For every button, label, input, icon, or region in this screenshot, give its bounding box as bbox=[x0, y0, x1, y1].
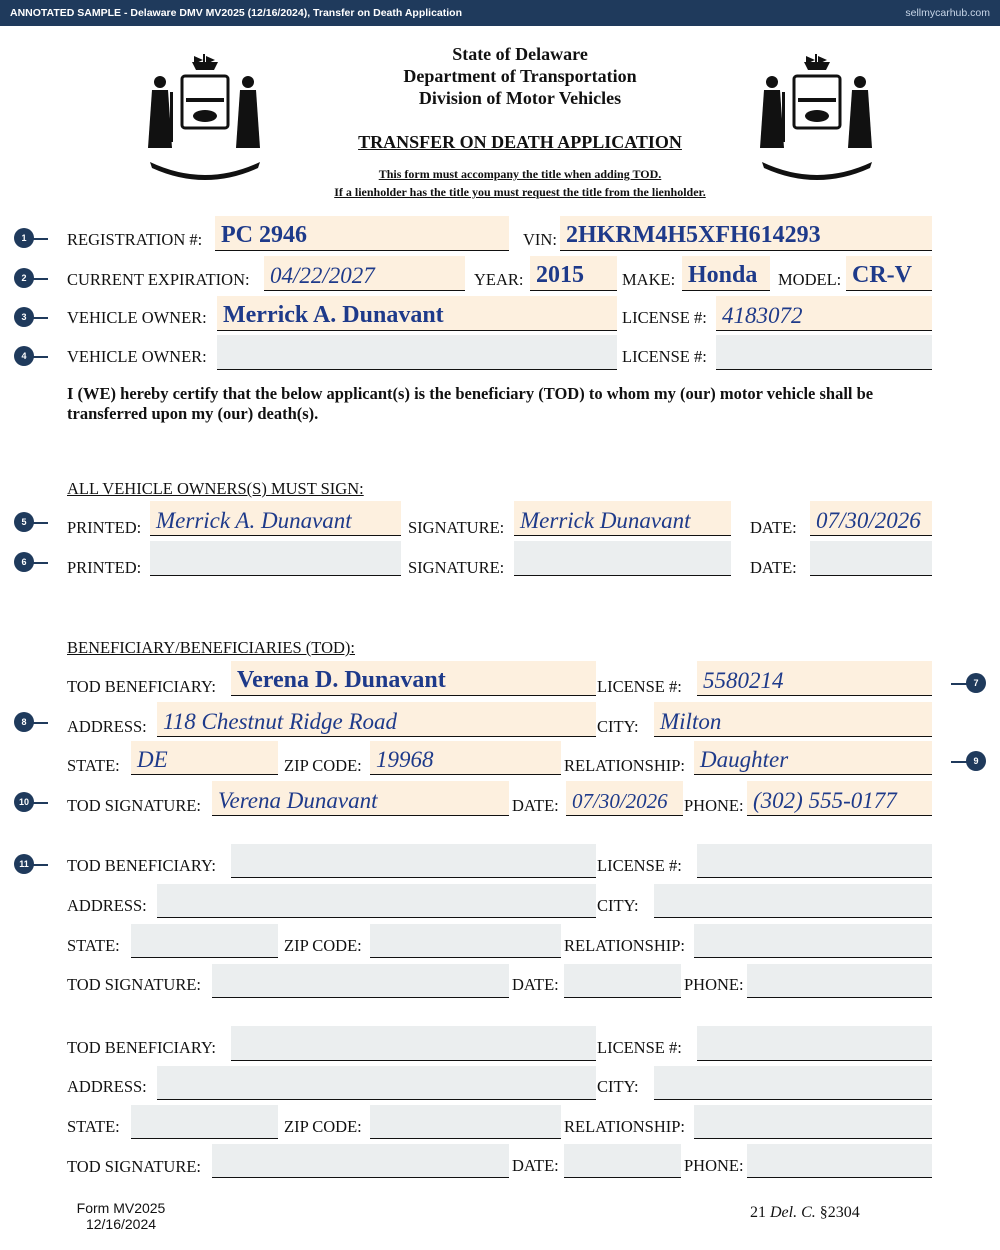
state-1-field[interactable] bbox=[131, 741, 278, 775]
tod-signature-1-value: Verena Dunavant bbox=[218, 788, 378, 813]
annotation-badge-4: 4 bbox=[14, 346, 34, 366]
delaware-seal-left bbox=[140, 52, 270, 182]
state-3-field[interactable] bbox=[131, 1105, 278, 1139]
relationship-2-label: RELATIONSHIP: bbox=[564, 936, 686, 955]
owner-1-license-label: LICENSE #: bbox=[622, 308, 707, 327]
annotation-badge-7: 7 bbox=[966, 673, 986, 693]
tod-signature-1-label: TOD SIGNATURE: bbox=[67, 796, 201, 815]
city-1-value: Milton bbox=[660, 709, 722, 734]
zip-1-value: 19968 bbox=[376, 747, 434, 772]
vehicle-owner-1-field[interactable] bbox=[217, 296, 617, 331]
statute-code: Del. C. bbox=[770, 1204, 816, 1221]
badge-connector bbox=[32, 356, 48, 358]
date-1-field[interactable] bbox=[810, 501, 932, 536]
date-2-field[interactable] bbox=[810, 541, 932, 576]
model-value: CR-V bbox=[852, 262, 912, 288]
phone-2-field[interactable] bbox=[747, 964, 932, 998]
header-department: Department of Transportation bbox=[403, 66, 637, 86]
annotation-badge-3: 3 bbox=[14, 307, 34, 327]
vehicle-owner-2-label: VEHICLE OWNER: bbox=[67, 347, 207, 366]
badge-connector bbox=[32, 864, 48, 866]
vehicle-owner-1-value: Merrick A. Dunavant bbox=[223, 302, 444, 328]
vin-label: VIN: bbox=[523, 230, 557, 249]
annotation-badge-1: 1 bbox=[14, 228, 34, 248]
form-revision-date: 12/16/2024 bbox=[85, 1216, 157, 1232]
registration-value: PC 2946 bbox=[221, 222, 307, 248]
state-1-label: STATE: bbox=[67, 756, 120, 775]
beneficiary-1-license-value: 5580214 bbox=[703, 668, 784, 693]
statute-citation bbox=[750, 1204, 860, 1222]
city-3-label: CITY: bbox=[597, 1077, 639, 1096]
city-1-label: CITY: bbox=[597, 717, 639, 736]
state-3-label: STATE: bbox=[67, 1117, 120, 1136]
annotation-banner bbox=[0, 0, 1000, 26]
date-1-label: DATE: bbox=[750, 518, 797, 537]
state-2-field[interactable] bbox=[131, 924, 278, 958]
vin-field[interactable] bbox=[560, 216, 932, 251]
year-field[interactable] bbox=[530, 256, 617, 291]
address-2-field[interactable] bbox=[157, 884, 596, 918]
delaware-seal-right bbox=[752, 52, 882, 182]
vin-value: 2HKRM4H5XFH614293 bbox=[566, 222, 821, 248]
annotation-badge-5: 5 bbox=[14, 512, 34, 532]
owner-2-license-field[interactable] bbox=[716, 335, 932, 370]
vehicle-owner-2-field[interactable] bbox=[217, 335, 617, 370]
city-1-field[interactable] bbox=[654, 702, 932, 737]
date-2-label: DATE: bbox=[750, 558, 797, 577]
address-2-label: ADDRESS: bbox=[67, 896, 147, 915]
relationship-3-field[interactable] bbox=[694, 1105, 932, 1139]
relationship-1-field[interactable] bbox=[694, 741, 932, 775]
tod-beneficiary-3-label: TOD BENEFICIARY: bbox=[67, 1038, 216, 1057]
badge-connector bbox=[32, 238, 48, 240]
tod-date-2-field[interactable] bbox=[564, 964, 681, 998]
badge-connector bbox=[32, 562, 48, 564]
tod-date-1-value: 07/30/2026 bbox=[572, 789, 668, 813]
address-1-label: ADDRESS: bbox=[67, 717, 147, 736]
banner-site-link[interactable]: sellmycarhub.com bbox=[905, 7, 990, 19]
tod-beneficiary-2-label: TOD BENEFICIARY: bbox=[67, 856, 216, 875]
make-field[interactable] bbox=[682, 256, 770, 291]
city-3-field[interactable] bbox=[654, 1066, 932, 1100]
year-label: YEAR: bbox=[474, 270, 524, 289]
header-division: Division of Motor Vehicles bbox=[418, 88, 622, 108]
owner-1-license-field[interactable] bbox=[716, 296, 932, 331]
beneficiaries-heading: BENEFICIARY/BENEFICIARIES (TOD): bbox=[67, 638, 355, 657]
form-number: Form MV2025 bbox=[76, 1200, 166, 1216]
tod-date-1-field[interactable] bbox=[566, 781, 683, 816]
badge-connector bbox=[32, 317, 48, 319]
badge-connector bbox=[951, 761, 967, 763]
address-1-value: 118 Chestnut Ridge Road bbox=[163, 709, 398, 734]
model-label: MODEL: bbox=[778, 270, 842, 289]
make-value: Honda bbox=[688, 262, 758, 288]
tod-signature-1-field[interactable] bbox=[212, 781, 509, 816]
beneficiary-3-license-label: LICENSE #: bbox=[597, 1038, 682, 1057]
tod-beneficiary-1-label: TOD BENEFICIARY: bbox=[67, 677, 216, 696]
phone-3-label: PHONE: bbox=[684, 1156, 744, 1175]
current-expiration-label: CURRENT EXPIRATION: bbox=[67, 270, 250, 289]
tod-date-3-label: DATE: bbox=[512, 1156, 559, 1175]
relationship-1-label: RELATIONSHIP: bbox=[564, 756, 686, 775]
form-note-1: This form must accompany the title when adding TOD. bbox=[378, 167, 662, 181]
beneficiary-2-license-label: LICENSE #: bbox=[597, 856, 682, 875]
statute-section: §2304 bbox=[819, 1204, 860, 1221]
tod-beneficiary-1-field[interactable] bbox=[231, 661, 596, 696]
annotation-badge-10: 10 bbox=[14, 792, 34, 812]
header-state: State of Delaware bbox=[452, 44, 588, 64]
tod-date-3-field[interactable] bbox=[564, 1144, 681, 1178]
phone-3-field[interactable] bbox=[747, 1144, 932, 1178]
printed-1-label: PRINTED: bbox=[67, 518, 142, 537]
current-expiration-value: 04/22/2027 bbox=[270, 263, 375, 288]
city-2-field[interactable] bbox=[654, 884, 932, 918]
annotation-badge-6: 6 bbox=[14, 552, 34, 572]
signature-2-field[interactable] bbox=[514, 541, 731, 576]
printed-1-field[interactable] bbox=[150, 501, 401, 536]
owners-must-sign-heading: ALL VEHICLE OWNERS(S) MUST SIGN: bbox=[67, 479, 364, 498]
registration-field[interactable] bbox=[215, 216, 509, 251]
phone-1-field[interactable] bbox=[747, 781, 932, 816]
annotation-badge-11: 11 bbox=[14, 854, 34, 874]
badge-connector bbox=[32, 802, 48, 804]
tod-signature-2-label: TOD SIGNATURE: bbox=[67, 975, 201, 994]
beneficiary-1-license-field[interactable] bbox=[697, 661, 932, 696]
signature-1-label: SIGNATURE: bbox=[408, 518, 505, 537]
make-label: MAKE: bbox=[622, 270, 676, 289]
tod-beneficiary-3-field[interactable] bbox=[231, 1026, 596, 1061]
beneficiary-2-license-field[interactable] bbox=[697, 844, 932, 878]
phone-2-label: PHONE: bbox=[684, 975, 744, 994]
address-1-field[interactable] bbox=[157, 702, 596, 737]
annotation-badge-9: 9 bbox=[966, 751, 986, 771]
signature-2-label: SIGNATURE: bbox=[408, 558, 505, 577]
address-3-field[interactable] bbox=[157, 1066, 596, 1100]
tod-date-2-label: DATE: bbox=[512, 975, 559, 994]
tod-date-1-label: DATE: bbox=[512, 796, 559, 815]
statute-title-number: 21 bbox=[750, 1204, 766, 1221]
printed-2-field[interactable] bbox=[150, 541, 401, 576]
city-2-label: CITY: bbox=[597, 896, 639, 915]
agency-header bbox=[300, 43, 740, 109]
tod-beneficiary-1-value: Verena D. Dunavant bbox=[237, 667, 446, 693]
phone-1-label: PHONE: bbox=[684, 796, 744, 815]
form-id-footer bbox=[62, 1200, 180, 1232]
vehicle-owner-1-label: VEHICLE OWNER: bbox=[67, 308, 207, 327]
date-1-value: 07/30/2026 bbox=[816, 508, 921, 533]
beneficiary-3-license-field[interactable] bbox=[697, 1026, 932, 1061]
tod-signature-2-field[interactable] bbox=[212, 964, 509, 998]
form-title: TRANSFER ON DEATH APPLICATION bbox=[358, 132, 682, 152]
badge-connector bbox=[951, 683, 967, 685]
current-expiration-field[interactable] bbox=[264, 256, 465, 291]
badge-connector bbox=[32, 722, 48, 724]
printed-2-label: PRINTED: bbox=[67, 558, 142, 577]
relationship-1-value: Daughter bbox=[700, 747, 789, 772]
form-note-2: If a lienholder has the title you must request the title from the lienholder. bbox=[334, 185, 706, 199]
relationship-3-label: RELATIONSHIP: bbox=[564, 1117, 686, 1136]
tod-beneficiary-2-field[interactable] bbox=[231, 844, 596, 878]
printed-1-value: Merrick A. Dunavant bbox=[156, 508, 352, 533]
owner-1-license-value: 4183072 bbox=[722, 303, 803, 328]
zip-3-label: ZIP CODE: bbox=[284, 1117, 362, 1136]
banner-title: ANNOTATED SAMPLE - Delaware DMV MV2025 (12/16/2024), Transfer on Death Application bbox=[10, 7, 463, 19]
model-field[interactable] bbox=[846, 256, 932, 291]
badge-connector bbox=[32, 278, 48, 280]
annotation-badge-2: 2 bbox=[14, 268, 34, 288]
signature-1-field[interactable] bbox=[514, 501, 731, 536]
zip-1-field[interactable] bbox=[370, 741, 561, 775]
badge-connector bbox=[32, 522, 48, 524]
zip-2-label: ZIP CODE: bbox=[284, 936, 362, 955]
tod-signature-3-field[interactable] bbox=[212, 1144, 509, 1178]
address-3-label: ADDRESS: bbox=[67, 1077, 147, 1096]
relationship-2-field[interactable] bbox=[694, 924, 932, 958]
annotation-badge-8: 8 bbox=[14, 712, 34, 732]
year-value: 2015 bbox=[536, 262, 584, 288]
registration-label: REGISTRATION #: bbox=[67, 230, 203, 249]
certification-statement: I (WE) hereby certify that the below applicant(s) is the beneficiary (TOD) to whom my (our) motor vehicle shall be transferred upon my (our) death(s). bbox=[67, 384, 874, 423]
owner-2-license-label: LICENSE #: bbox=[622, 347, 707, 366]
zip-3-field[interactable] bbox=[370, 1105, 561, 1139]
tod-signature-3-label: TOD SIGNATURE: bbox=[67, 1157, 201, 1176]
signature-1-value: Merrick Dunavant bbox=[520, 508, 691, 533]
zip-1-label: ZIP CODE: bbox=[284, 756, 362, 775]
beneficiary-1-license-label: LICENSE #: bbox=[597, 677, 682, 696]
state-1-value: DE bbox=[137, 747, 168, 772]
phone-1-value: (302) 555-0177 bbox=[753, 788, 897, 813]
state-2-label: STATE: bbox=[67, 936, 120, 955]
zip-2-field[interactable] bbox=[370, 924, 561, 958]
